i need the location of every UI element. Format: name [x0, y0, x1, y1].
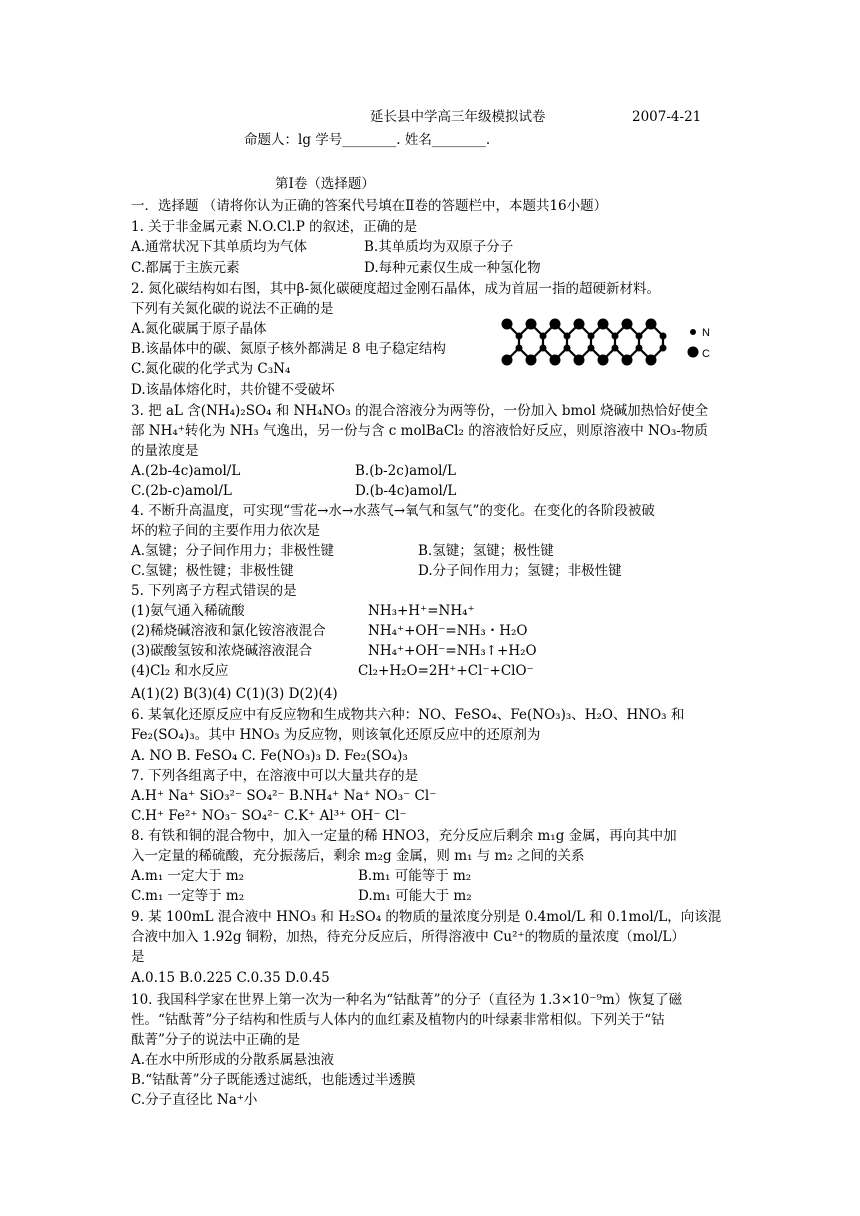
q3-stem-1: 3. 把 aL 含(NH₄)₂SO₄ 和 NH₄NO₃ 的混合溶液分为两等份，一份加入 bmol 烧碱加热恰好使全: [131, 403, 709, 419]
nitrogen-legend-dot: [690, 329, 696, 335]
q8-stem-2: 入一定量的稀硫酸，充分振荡后，剩余 m₂g 金属，则 m₁ 与 m₂ 之间的关系: [131, 848, 585, 864]
q10-option-c: C.分子直径比 Na⁺小: [131, 1092, 258, 1108]
q3-stem-3: 的量浓度是: [131, 443, 199, 459]
q4-option-d: D.分子间作用力；氢键；非极性键: [418, 563, 622, 579]
section-title: 第Ⅰ卷（选择题）: [275, 176, 375, 192]
q4-option-a: A.氢键；分子间作用力；非极性键: [131, 543, 335, 559]
q5-stem: 5. 下列离子方程式错误的是: [131, 583, 297, 599]
q2-option-a: A.氮化碳属于原子晶体: [131, 321, 267, 337]
q3-option-d: D.(b-4c)amol/L: [355, 483, 457, 499]
q4-stem-2: 坏的粒子间的主要作用力依次是: [131, 523, 320, 539]
part1-heading: 一．选择题 （请将你认为正确的答案代号填在Ⅱ卷的答题栏中，本题共16小题）: [131, 198, 608, 214]
q10-option-b: B.“钴酞菁”分子既能透过滤纸，也能透过半透膜: [131, 1072, 416, 1088]
q6-stem-1: 6. 某氧化还原反应中有反应物和生成物共六种：NO、FeSO₄、Fe(NO₃)₃、H₂O、HNO₃ 和: [131, 707, 685, 723]
q4-option-b: B.氢键；氢键；极性键: [418, 543, 554, 559]
q2-option-c: C.氮化碳的化学式为 C₃N₄: [131, 361, 291, 377]
q2-option-b: B.该晶体中的碳、氮原子核外都满足 8 电子稳定结构: [131, 341, 446, 357]
q1-option-c: C.都属于主族元素: [131, 260, 240, 276]
q8-stem-1: 8. 有铁和铜的混合物中，加入一定量的稀 HNO3，充分反应后剩余 m₁g 金属，再向其中加: [131, 828, 677, 844]
legend-n-label: N: [702, 327, 710, 339]
q8-option-d: D.m₁ 可能大于 m₂: [358, 888, 472, 904]
q9-stem-2: 合液中加入 1.92g 铜粉，加热，待充分反应后，所得溶液中 Cu²⁺的物质的量浓度（mol/L）: [131, 929, 685, 945]
carbon-legend-dot: [688, 347, 699, 358]
q10-stem-3: 酞菁”分子的说法中正确的是: [131, 1032, 300, 1048]
legend-c-label: C: [702, 348, 710, 360]
q5-item-3: (3)碳酸氢铵和浓烧碱溶液混合: [131, 643, 313, 659]
q1-option-a: A.通常状况下其单质均为气体: [131, 239, 308, 255]
q5-equation-2: NH₄⁺+OH⁻=NH₃・H₂O: [368, 623, 528, 639]
q10-stem-2: 性。“钴酞菁”分子结构和性质与人体内的血红素及植物内的叶绿素非常相似。下列关于“钴: [131, 1012, 665, 1028]
q3-option-b: B.(b-2c)amol/L: [355, 463, 456, 479]
q1-option-d: D.每种元素仅生成一种氢化物: [364, 260, 541, 276]
q2-option-d: D.该晶体熔化时，共价键不受破坏: [131, 382, 335, 398]
q8-option-b: B.m₁ 可能等于 m₂: [358, 868, 472, 884]
q5-item-4: (4)Cl₂ 和水反应: [131, 663, 229, 679]
q9-options: A.0.15 B.0.225 C.0.35 D.0.45: [131, 970, 330, 986]
q5-item-2: (2)稀烧碱溶液和氯化铵溶液混合: [131, 623, 326, 639]
q5-equation-4: Cl₂+H₂O=2H⁺+Cl⁻+ClO⁻: [358, 663, 534, 679]
q5-equation-3: NH₄⁺+OH⁻=NH₃↑+H₂O: [368, 643, 537, 659]
author-line: 命题人：lg 学号________. 姓名________.: [244, 132, 491, 148]
q3-option-a: A.(2b-4c)amol/L: [131, 463, 241, 479]
q5-equation-1: NH₃+H⁺=NH₄⁺: [368, 603, 475, 619]
q7-options-cd: C.H⁺ Fe²⁺ NO₃⁻ SO₄²⁻ C.K⁺ Al³⁺ OH⁻ Cl⁻: [131, 808, 407, 824]
q2-stem-1: 2. 氮化碳结构如右图，其中β-氮化碳硬度超过金刚石晶体，成为首屈一指的超硬新材料。: [131, 281, 661, 297]
q7-options-ab: A.H⁺ Na⁺ SiO₃²⁻ SO₄²⁻ B.NH₄⁺ Na⁺ NO₃⁻ Cl⁻: [131, 788, 437, 804]
q9-stem-3: 是: [131, 949, 145, 965]
q7-stem: 7. 下列各组离子中，在溶液中可以大量共存的是: [131, 768, 419, 784]
q1-stem: 1. 关于非金属元素 N.O.Cl.P 的叙述，正确的是: [131, 219, 418, 235]
q5-options: A(1)(2) B(3)(4) C(1)(3) D(2)(4): [131, 686, 338, 702]
q8-option-c: C.m₁ 一定等于 m₂: [131, 888, 245, 904]
q10-option-a: A.在水中所形成的分散系属悬浊液: [131, 1052, 335, 1068]
q6-options: A. NO B. FeSO₄ C. Fe(NO₃)₃ D. Fe₂(SO₄)₃: [131, 748, 408, 764]
q3-option-c: C.(2b-c)amol/L: [131, 483, 232, 499]
exam-date: 2007-4-21: [632, 109, 702, 125]
q5-item-1: (1)氨气通入稀硫酸: [131, 603, 245, 619]
q1-option-b: B.其单质均为双原子分子: [364, 239, 514, 255]
q3-stem-2: 部 NH₄⁺转化为 NH₃ 气逸出，另一份与含 c molBaCl₂ 的溶液恰好反应，则原溶液中 NO₃-物质: [131, 423, 708, 439]
carbon-nitride-structure-figure: [497, 310, 727, 400]
exam-title: 延长县中学高三年级模拟试卷: [370, 109, 546, 125]
q6-stem-2: Fe₂(SO₄)₃。其中 HNO₃ 为反应物，则该氧化还原反应中的还原剂为: [131, 727, 541, 743]
q2-stem-2: 下列有关氮化碳的说法不正确的是: [131, 301, 334, 317]
q4-stem-1: 4. 不断升高温度，可实现“雪花→水→水蒸气→氧气和氢气”的变化。在变化的各阶段被破: [131, 503, 655, 519]
q8-option-a: A.m₁ 一定大于 m₂: [131, 868, 245, 884]
q4-option-c: C.氢键；极性键；非极性键: [131, 563, 294, 579]
q10-stem-1: 10. 我国科学家在世界上第一次为一种名为“钴酞菁”的分子（直径为 1.3×10⁻⁹m）恢复了磁: [131, 992, 683, 1008]
q9-stem-1: 9. 某 100mL 混合液中 HNO₃ 和 H₂SO₄ 的物质的量浓度分别是 0.4mol/L 和 0.1mol/L，向该混: [131, 909, 722, 925]
